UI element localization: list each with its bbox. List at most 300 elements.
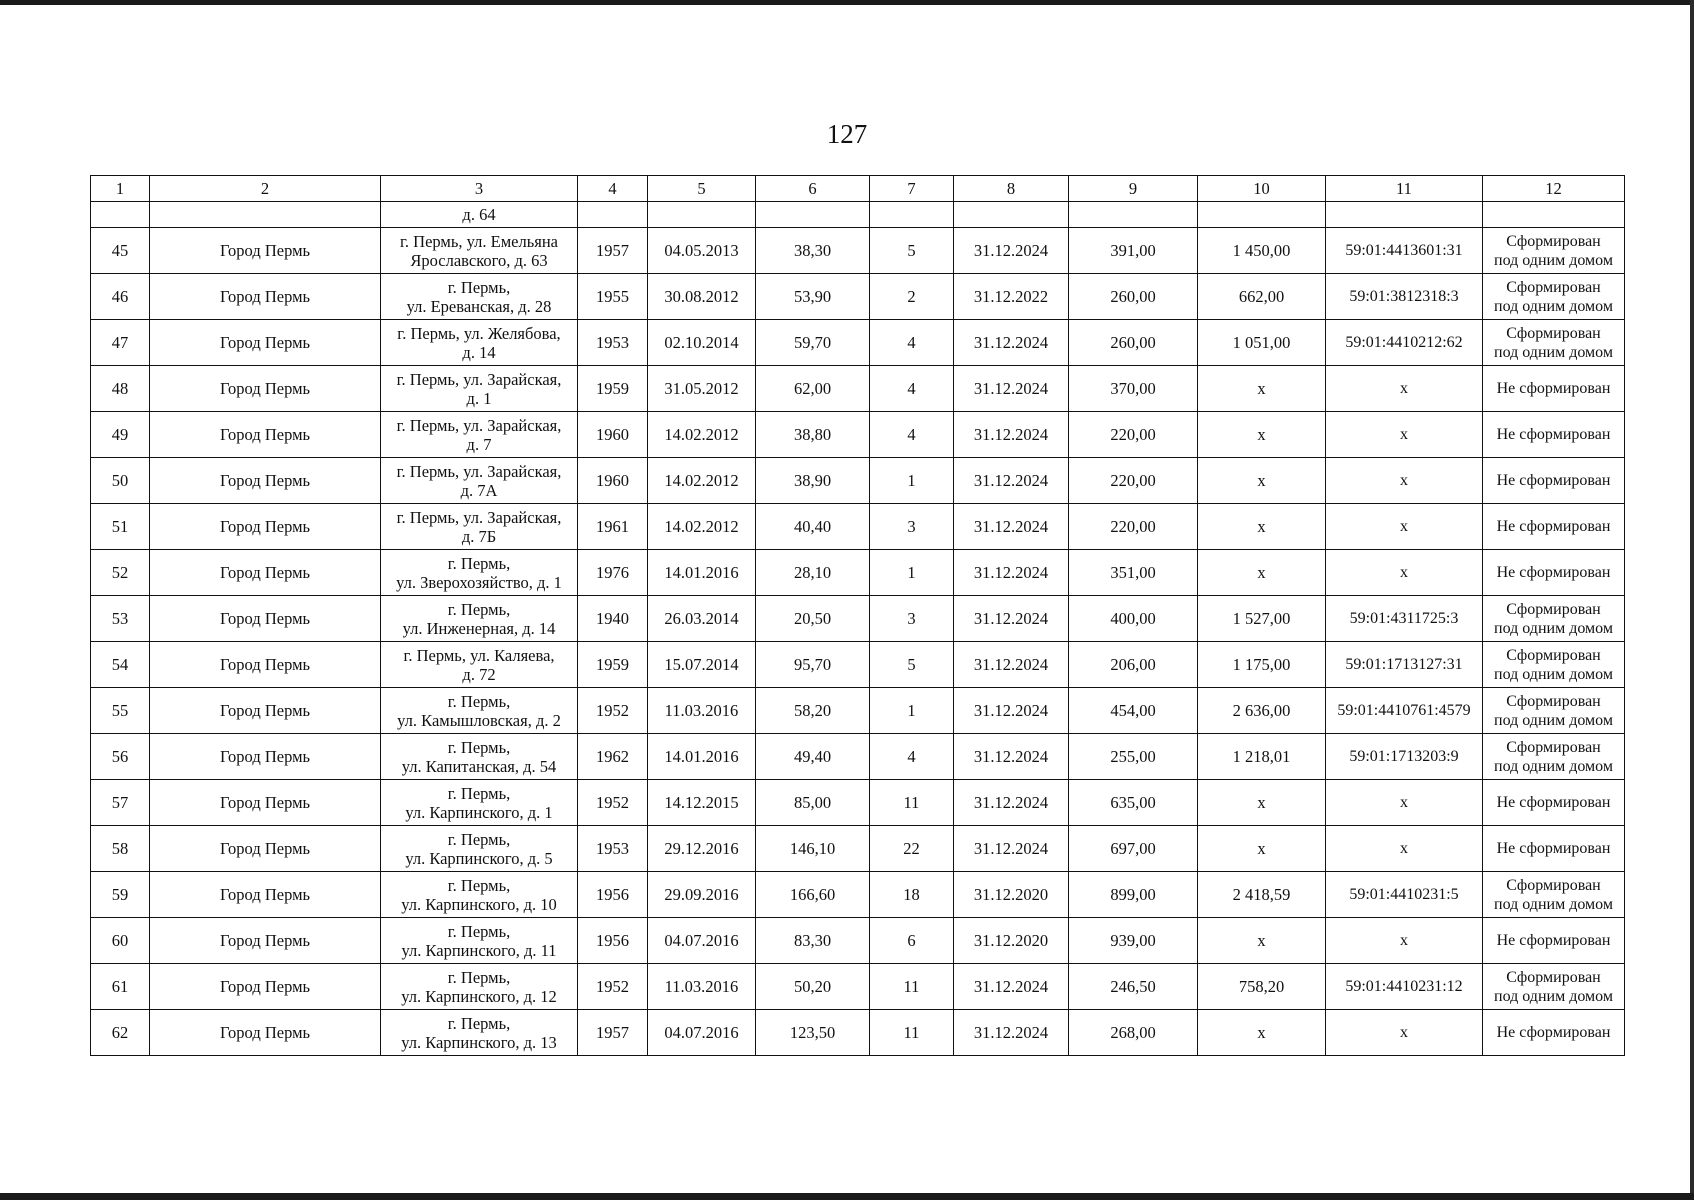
- year-cell: 1956: [578, 918, 648, 964]
- count-cell: 3: [870, 596, 954, 642]
- cadastral-cell: x: [1326, 458, 1483, 504]
- status-cell: [1483, 412, 1625, 458]
- municipality-cell: Город Пермь: [150, 274, 381, 320]
- municipality-cell: Город Пермь: [150, 780, 381, 826]
- status-cell-line-1: Сформирован: [1506, 692, 1601, 710]
- area3-cell: x: [1198, 458, 1326, 504]
- municipality-cell: Город Пермь: [150, 412, 381, 458]
- deadline-cell: 31.12.2024: [954, 1010, 1069, 1056]
- year-cell: 1956: [578, 872, 648, 918]
- year-cell: 1952: [578, 780, 648, 826]
- status-cell-line-2: под одним домом: [1494, 297, 1613, 315]
- status-cell-line-2: под одним домом: [1494, 987, 1613, 1005]
- area-cell: 50,20: [756, 964, 870, 1010]
- row-number: 49: [91, 412, 150, 458]
- address-cell-line-1: г. Пермь,: [447, 599, 511, 619]
- status-cell-line-1: Не сформирован: [1496, 840, 1611, 857]
- cadastral-cell: x: [1326, 366, 1483, 412]
- address-cell: [381, 642, 578, 688]
- status-cell: [1483, 228, 1625, 274]
- row-number: 54: [91, 642, 150, 688]
- count-cell: 11: [870, 780, 954, 826]
- status-cell: [1483, 320, 1625, 366]
- address-cell: [381, 504, 578, 550]
- date-cell: 14.01.2016: [648, 734, 756, 780]
- count-cell: 1: [870, 550, 954, 596]
- year-cell: 1953: [578, 320, 648, 366]
- address-cell-line-1: г. Пермь,: [447, 691, 511, 711]
- count-cell: 2: [870, 274, 954, 320]
- count-cell: 5: [870, 642, 954, 688]
- cadastral-cell: 59:01:4413601:31: [1326, 228, 1483, 274]
- status-cell-line-1: Не сформирован: [1496, 380, 1611, 397]
- area2-cell: 255,00: [1069, 734, 1198, 780]
- scan-edge-bottom: [0, 1193, 1694, 1200]
- scan-edge-right: [1690, 0, 1694, 1200]
- year-cell: 1952: [578, 964, 648, 1010]
- area3-cell: 1 527,00: [1198, 596, 1326, 642]
- address-cell-line-2: ул. Карпинского, д. 11: [401, 940, 557, 960]
- area2-cell: 370,00: [1069, 366, 1198, 412]
- status-cell-line-2: под одним домом: [1494, 665, 1613, 683]
- area2-cell: 260,00: [1069, 320, 1198, 366]
- table-row: [91, 228, 1625, 274]
- status-cell-line-2: под одним домом: [1494, 619, 1613, 637]
- area2-cell: 260,00: [1069, 274, 1198, 320]
- row-number: 48: [91, 366, 150, 412]
- address-cell: [381, 1010, 578, 1056]
- status-cell-line-1: Не сформирован: [1496, 472, 1611, 489]
- address-cell-line-2: ул. Карпинского, д. 5: [405, 848, 553, 868]
- deadline-cell: 31.12.2024: [954, 826, 1069, 872]
- area3-cell: x: [1198, 1010, 1326, 1056]
- deadline-cell: 31.12.2024: [954, 780, 1069, 826]
- table-row: [91, 964, 1625, 1010]
- date-cell: 11.03.2016: [648, 688, 756, 734]
- address-cell-line-1: г. Пермь, ул. Каляева,: [403, 645, 555, 665]
- status-cell: [1483, 826, 1625, 872]
- count-cell: 4: [870, 320, 954, 366]
- status-cell-line-1: Сформирован: [1506, 324, 1601, 342]
- municipality-cell: Город Пермь: [150, 458, 381, 504]
- deadline-cell: 31.12.2024: [954, 412, 1069, 458]
- continuation-row: [91, 202, 1625, 228]
- area-cell: 49,40: [756, 734, 870, 780]
- status-cell-line-1: Сформирован: [1506, 600, 1601, 618]
- column-header-7: 7: [870, 176, 954, 202]
- table-row: [91, 550, 1625, 596]
- cadastral-cell: x: [1326, 918, 1483, 964]
- address-cell-line-1: г. Пермь,: [447, 875, 511, 895]
- continuation-cell-9: [1069, 202, 1198, 228]
- municipality-cell: Город Пермь: [150, 872, 381, 918]
- area2-cell: 454,00: [1069, 688, 1198, 734]
- area-cell: 38,80: [756, 412, 870, 458]
- address-cell-line-2: д. 7А: [460, 480, 498, 500]
- count-cell: 1: [870, 688, 954, 734]
- deadline-cell: 31.12.2024: [954, 458, 1069, 504]
- area-cell: 123,50: [756, 1010, 870, 1056]
- area-cell: 62,00: [756, 366, 870, 412]
- address-cell: [381, 918, 578, 964]
- column-header-11: 11: [1326, 176, 1483, 202]
- cadastral-cell: x: [1326, 550, 1483, 596]
- table-row: [91, 366, 1625, 412]
- address-cell-line-1: г. Пермь,: [447, 829, 511, 849]
- year-cell: 1952: [578, 688, 648, 734]
- status-cell: [1483, 504, 1625, 550]
- area-cell: 40,40: [756, 504, 870, 550]
- status-cell: [1483, 550, 1625, 596]
- municipality-cell: Город Пермь: [150, 596, 381, 642]
- address-cell: [381, 458, 578, 504]
- continuation-cell-5: [648, 202, 756, 228]
- year-cell: 1957: [578, 228, 648, 274]
- status-cell-line-2: под одним домом: [1494, 251, 1613, 269]
- status-cell: [1483, 596, 1625, 642]
- area2-cell: 220,00: [1069, 458, 1198, 504]
- area3-cell: x: [1198, 412, 1326, 458]
- date-cell: 29.12.2016: [648, 826, 756, 872]
- area3-cell: x: [1198, 550, 1326, 596]
- date-cell: 11.03.2016: [648, 964, 756, 1010]
- table-row: [91, 780, 1625, 826]
- year-cell: 1962: [578, 734, 648, 780]
- address-cell: [381, 320, 578, 366]
- column-header-4: 4: [578, 176, 648, 202]
- count-cell: 1: [870, 458, 954, 504]
- status-cell-line-1: Сформирован: [1506, 876, 1601, 894]
- area3-cell: x: [1198, 780, 1326, 826]
- address-cell: [381, 596, 578, 642]
- address-cell-line-1: г. Пермь, ул. Зарайская,: [396, 415, 562, 435]
- date-cell: 29.09.2016: [648, 872, 756, 918]
- area-cell: 58,20: [756, 688, 870, 734]
- address-cell: [381, 412, 578, 458]
- row-number: 55: [91, 688, 150, 734]
- municipality-cell: Город Пермь: [150, 734, 381, 780]
- municipality-cell: Город Пермь: [150, 918, 381, 964]
- address-cell: [381, 780, 578, 826]
- area3-cell: x: [1198, 366, 1326, 412]
- date-cell: 14.12.2015: [648, 780, 756, 826]
- column-header-1: 1: [91, 176, 150, 202]
- date-cell: 04.07.2016: [648, 918, 756, 964]
- table-row: [91, 504, 1625, 550]
- address-cell-line-2: д. 14: [462, 342, 496, 362]
- status-cell: [1483, 734, 1625, 780]
- row-number: 59: [91, 872, 150, 918]
- area2-cell: 246,50: [1069, 964, 1198, 1010]
- address-cell-line-1: г. Пермь,: [447, 1013, 511, 1033]
- area-cell: 59,70: [756, 320, 870, 366]
- status-cell-line-2: под одним домом: [1494, 343, 1613, 361]
- status-cell: [1483, 964, 1625, 1010]
- count-cell: 11: [870, 1010, 954, 1056]
- address-cell-line-2: ул. Инженерная, д. 14: [402, 618, 556, 638]
- area-cell: 38,90: [756, 458, 870, 504]
- area3-cell: 662,00: [1198, 274, 1326, 320]
- area3-cell: 758,20: [1198, 964, 1326, 1010]
- row-number: 45: [91, 228, 150, 274]
- address-cell-line-2: ул. Зверохозяйство, д. 1: [396, 572, 562, 592]
- row-number: 58: [91, 826, 150, 872]
- area2-cell: 391,00: [1069, 228, 1198, 274]
- status-cell-line-1: Сформирован: [1506, 968, 1601, 986]
- address-cell: [381, 964, 578, 1010]
- row-number: 56: [91, 734, 150, 780]
- area3-cell: 2 418,59: [1198, 872, 1326, 918]
- address-cell-line-1: г. Пермь, ул. Зарайская,: [396, 507, 562, 527]
- area-cell: 53,90: [756, 274, 870, 320]
- area3-cell: x: [1198, 504, 1326, 550]
- deadline-cell: 31.12.2024: [954, 964, 1069, 1010]
- deadline-cell: 31.12.2022: [954, 274, 1069, 320]
- table-row: [91, 872, 1625, 918]
- area-cell: 20,50: [756, 596, 870, 642]
- area-cell: 28,10: [756, 550, 870, 596]
- deadline-cell: 31.12.2024: [954, 504, 1069, 550]
- address-cell: [381, 228, 578, 274]
- status-cell: [1483, 688, 1625, 734]
- deadline-cell: 31.12.2024: [954, 688, 1069, 734]
- area2-cell: 220,00: [1069, 412, 1198, 458]
- address-cell-line-2: ул. Ереванская, д. 28: [406, 296, 552, 316]
- status-cell-line-1: Сформирован: [1506, 738, 1601, 756]
- row-number: 62: [91, 1010, 150, 1056]
- area2-cell: 268,00: [1069, 1010, 1198, 1056]
- area2-cell: 220,00: [1069, 504, 1198, 550]
- address-cell-line-1: г. Пермь,: [447, 921, 511, 941]
- address-cell-line-2: д. 7: [466, 434, 492, 454]
- status-cell-line-1: Не сформирован: [1496, 564, 1611, 581]
- date-cell: 04.07.2016: [648, 1010, 756, 1056]
- status-cell-line-1: Не сформирован: [1496, 1024, 1611, 1041]
- date-cell: 31.05.2012: [648, 366, 756, 412]
- continuation-cell-2: [150, 202, 381, 228]
- year-cell: 1955: [578, 274, 648, 320]
- address-cell-line-1: г. Пермь,: [447, 737, 511, 757]
- area2-cell: 206,00: [1069, 642, 1198, 688]
- address-cell-line-2: ул. Камышловская, д. 2: [397, 710, 561, 730]
- status-cell-line-1: Сформирован: [1506, 232, 1601, 250]
- column-header-8: 8: [954, 176, 1069, 202]
- continuation-cell-8: [954, 202, 1069, 228]
- cadastral-cell: 59:01:1713127:31: [1326, 642, 1483, 688]
- deadline-cell: 31.12.2024: [954, 366, 1069, 412]
- municipality-cell: Город Пермь: [150, 228, 381, 274]
- municipality-cell: Город Пермь: [150, 366, 381, 412]
- area3-cell: x: [1198, 826, 1326, 872]
- cadastral-cell: 59:01:4410231:5: [1326, 872, 1483, 918]
- column-header-10: 10: [1198, 176, 1326, 202]
- deadline-cell: 31.12.2020: [954, 872, 1069, 918]
- continuation-cell-3: д. 64: [381, 202, 578, 228]
- year-cell: 1960: [578, 458, 648, 504]
- year-cell: 1976: [578, 550, 648, 596]
- row-number: 47: [91, 320, 150, 366]
- year-cell: 1953: [578, 826, 648, 872]
- column-header-12: 12: [1483, 176, 1625, 202]
- area3-cell: 1 218,01: [1198, 734, 1326, 780]
- status-cell-line-2: под одним домом: [1494, 757, 1613, 775]
- deadline-cell: 31.12.2024: [954, 550, 1069, 596]
- count-cell: 5: [870, 228, 954, 274]
- date-cell: 26.03.2014: [648, 596, 756, 642]
- row-number: 53: [91, 596, 150, 642]
- address-cell: [381, 826, 578, 872]
- municipality-cell: Город Пермь: [150, 320, 381, 366]
- address-cell: [381, 274, 578, 320]
- year-cell: 1940: [578, 596, 648, 642]
- area2-cell: 939,00: [1069, 918, 1198, 964]
- cadastral-cell: 59:01:1713203:9: [1326, 734, 1483, 780]
- row-number: 51: [91, 504, 150, 550]
- column-header-5: 5: [648, 176, 756, 202]
- date-cell: 14.02.2012: [648, 504, 756, 550]
- table-row: [91, 642, 1625, 688]
- year-cell: 1959: [578, 366, 648, 412]
- status-cell: [1483, 918, 1625, 964]
- cadastral-cell: x: [1326, 1010, 1483, 1056]
- cadastral-cell: 59:01:3812318:3: [1326, 274, 1483, 320]
- row-number: 61: [91, 964, 150, 1010]
- municipality-cell: Город Пермь: [150, 688, 381, 734]
- continuation-cell-10: [1198, 202, 1326, 228]
- year-cell: 1961: [578, 504, 648, 550]
- address-cell-line-1: г. Пермь, ул. Желябова,: [397, 323, 561, 343]
- cadastral-cell: x: [1326, 504, 1483, 550]
- area3-cell: 1 175,00: [1198, 642, 1326, 688]
- table-row: [91, 458, 1625, 504]
- date-cell: 14.02.2012: [648, 458, 756, 504]
- year-cell: 1959: [578, 642, 648, 688]
- status-cell: [1483, 1010, 1625, 1056]
- status-cell-line-1: Не сформирован: [1496, 794, 1611, 811]
- municipality-cell: Город Пермь: [150, 1010, 381, 1056]
- address-cell-line-1: г. Пермь,: [447, 277, 511, 297]
- continuation-cell-11: [1326, 202, 1483, 228]
- area2-cell: 899,00: [1069, 872, 1198, 918]
- continuation-cell-12: [1483, 202, 1625, 228]
- address-cell-line-1: г. Пермь, ул. Емельяна: [400, 231, 558, 251]
- row-number: 52: [91, 550, 150, 596]
- status-cell: [1483, 458, 1625, 504]
- status-cell-line-1: Не сформирован: [1496, 932, 1611, 949]
- table-row: [91, 826, 1625, 872]
- page-number: 127: [826, 119, 868, 149]
- count-cell: 4: [870, 734, 954, 780]
- count-cell: 4: [870, 366, 954, 412]
- housing-register-table: [90, 175, 1625, 1056]
- table-row: [91, 688, 1625, 734]
- row-number: 46: [91, 274, 150, 320]
- address-cell-line-2: Ярославского, д. 63: [410, 250, 548, 270]
- count-cell: 6: [870, 918, 954, 964]
- address-cell-line-2: ул. Карпинского, д. 1: [405, 802, 553, 822]
- column-header-3: 3: [381, 176, 578, 202]
- status-cell-line-1: Сформирован: [1506, 646, 1601, 664]
- address-cell-line-1: г. Пермь,: [447, 553, 511, 573]
- address-cell: [381, 550, 578, 596]
- cadastral-cell: x: [1326, 780, 1483, 826]
- address-cell: [381, 688, 578, 734]
- table-row: [91, 596, 1625, 642]
- count-cell: 22: [870, 826, 954, 872]
- continuation-cell-4: [578, 202, 648, 228]
- date-cell: 14.01.2016: [648, 550, 756, 596]
- area-cell: 85,00: [756, 780, 870, 826]
- column-header-6: 6: [756, 176, 870, 202]
- year-cell: 1960: [578, 412, 648, 458]
- municipality-cell: Город Пермь: [150, 504, 381, 550]
- scan-edge-top: [0, 0, 1694, 5]
- municipality-cell: Город Пермь: [150, 550, 381, 596]
- continuation-cell-7: [870, 202, 954, 228]
- area2-cell: 697,00: [1069, 826, 1198, 872]
- count-cell: 4: [870, 412, 954, 458]
- area2-cell: 351,00: [1069, 550, 1198, 596]
- area-cell: 95,70: [756, 642, 870, 688]
- address-cell-line-1: г. Пермь, ул. Зарайская,: [396, 369, 562, 389]
- row-number: 60: [91, 918, 150, 964]
- area3-cell: 1 051,00: [1198, 320, 1326, 366]
- address-cell: [381, 366, 578, 412]
- area-cell: 83,30: [756, 918, 870, 964]
- column-number-row: [91, 176, 1625, 202]
- deadline-cell: 31.12.2024: [954, 228, 1069, 274]
- table-row: [91, 320, 1625, 366]
- date-cell: 02.10.2014: [648, 320, 756, 366]
- table-row: [91, 918, 1625, 964]
- address-cell-line-2: ул. Карпинского, д. 13: [401, 1032, 557, 1052]
- address-cell-line-1: г. Пермь,: [447, 967, 511, 987]
- cadastral-cell: x: [1326, 412, 1483, 458]
- deadline-cell: 31.12.2024: [954, 596, 1069, 642]
- year-cell: 1957: [578, 1010, 648, 1056]
- continuation-cell-6: [756, 202, 870, 228]
- status-cell-line-1: Сформирован: [1506, 278, 1601, 296]
- address-cell-line-1: г. Пермь, ул. Зарайская,: [396, 461, 562, 481]
- date-cell: 14.02.2012: [648, 412, 756, 458]
- status-cell-line-1: Не сформирован: [1496, 426, 1611, 443]
- count-cell: 3: [870, 504, 954, 550]
- status-cell: [1483, 274, 1625, 320]
- count-cell: 11: [870, 964, 954, 1010]
- municipality-cell: Город Пермь: [150, 642, 381, 688]
- row-number: 50: [91, 458, 150, 504]
- address-cell-line-1: г. Пермь,: [447, 783, 511, 803]
- row-number: 57: [91, 780, 150, 826]
- cadastral-cell: x: [1326, 826, 1483, 872]
- deadline-cell: 31.12.2020: [954, 918, 1069, 964]
- table-row: [91, 1010, 1625, 1056]
- deadline-cell: 31.12.2024: [954, 734, 1069, 780]
- area3-cell: 2 636,00: [1198, 688, 1326, 734]
- status-cell-line-2: под одним домом: [1494, 711, 1613, 729]
- status-cell-line-2: под одним домом: [1494, 895, 1613, 913]
- status-cell: [1483, 780, 1625, 826]
- count-cell: 18: [870, 872, 954, 918]
- area3-cell: 1 450,00: [1198, 228, 1326, 274]
- status-cell-line-1: Не сформирован: [1496, 518, 1611, 535]
- table-row: [91, 274, 1625, 320]
- area2-cell: 400,00: [1069, 596, 1198, 642]
- address-cell-line-2: д. 72: [462, 664, 496, 684]
- date-cell: 04.05.2013: [648, 228, 756, 274]
- area-cell: 38,30: [756, 228, 870, 274]
- address-cell-line-2: д. 1: [466, 388, 492, 408]
